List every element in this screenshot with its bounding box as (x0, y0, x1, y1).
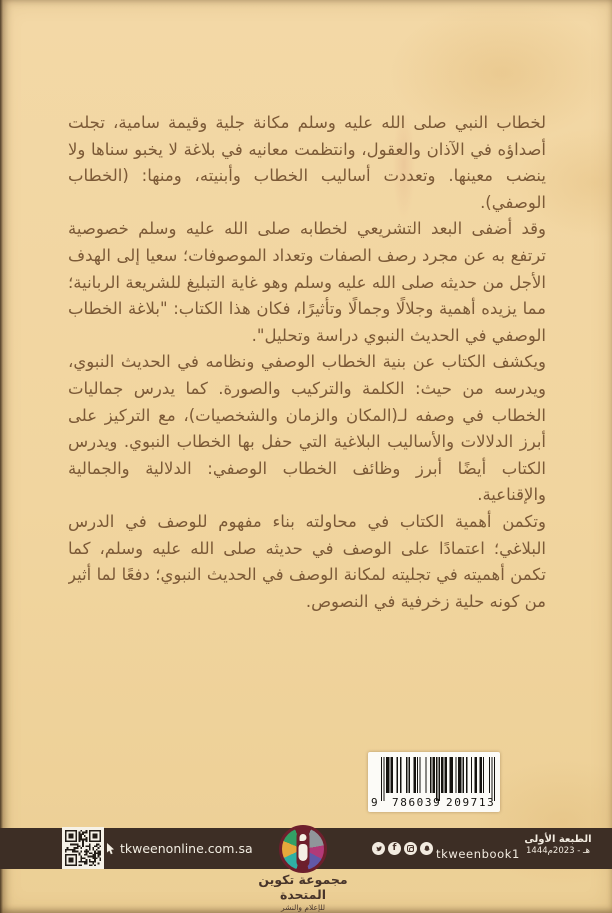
mouse-pointer-icon (106, 843, 115, 855)
publisher-block (238, 872, 368, 912)
blurb-paragraph: وتكمن أهمية الكتاب في محاولته بناء مفهوم للوصف في الدرس البلاغي؛ اعتمادًا على الوصف في حديثه صلى الله عليه وسلم، كما تكمن أهميته في تجليته لمكانة الوصف في الحديث النبوي؛ دفعًا لما أثير من كونه حلية زخرفية في النصوص. (68, 511, 546, 611)
publisher-name: مجموعة تكوين المتحدة (258, 872, 348, 902)
isbn-digit-lead: 9 (371, 796, 378, 809)
qr-code-icon (62, 827, 104, 869)
logo-person-icon (300, 834, 307, 841)
edition-label: الطبعة الأولى (524, 834, 592, 845)
edition-block (519, 834, 597, 856)
social-icons-row (372, 842, 433, 855)
page-edge-shadow (0, 0, 3, 913)
twitter-icon (372, 842, 385, 855)
blurb-paragraph: وقد أضفى البعد التشريعي لخطابه صلى الله عليه وسلم خصوصية ترتفع به عن مجرد رصف الصفات وتعداد الموصوفات؛ سعيا إلى الهدف الأجل من حديثه صلى الله عليه وسلم وهو غاية التبليغ للشريعة الربانية؛ مما يزيده أهمية وجلالًا وجمالًا وتأثيرًا، فكان هذا الكتاب: "بلاغة الخطاب الوصفي في الحديث النبوي دراسة وتحليل". (68, 219, 546, 345)
blurb-paragraph: لخطاب النبي صلى الله عليه وسلم مكانة جلية وقيمة سامية، تجلت أصداؤه في الآذان والعقول، وانتظمت معانيه في بلاغة لا يخبو سناها ولا ينضب معينها. وتعددت أساليب الخطاب وأبنيته، ومنها: (الخطاب الوصفي). (68, 113, 546, 212)
barcode-bars-icon (381, 757, 495, 801)
website-url: tkweenonline.com.sa (120, 841, 253, 856)
qr-modules (65, 830, 101, 866)
blurb-paragraph: ويكشف الكتاب عن بنية الخطاب الوصفي ونظامه في الحديث النبوي، ويدرسه من حيث: الكلمة والتركيب والصورة. كما يدرس جماليات الخطاب في وصفه لـ(المكان والزمان والشخصيات)، مع التركيز على أبرز الدلالات والأساليب البلاغية التي حفل بها الخطاب النبوي. ويدرس الكتاب أيضًا أبرز وظائف الخطاب الوصفي: الدلالية والجمالية والإقناعية. (68, 352, 546, 505)
facebook-icon: f (388, 842, 401, 855)
book-blurb (68, 110, 546, 742)
instagram-icon (404, 842, 417, 855)
isbn-digits-left: 786039 (392, 796, 442, 809)
logo-person-body (299, 844, 308, 861)
social-handle: tkweenbook1 (436, 847, 520, 861)
publisher-tagline: للإعلام والنشر (280, 903, 326, 912)
website-link (106, 828, 253, 869)
tkween-group-logo (279, 825, 327, 873)
edition-year: 1444هـ - 2023م (526, 846, 590, 856)
isbn-digits-right: 209713 (446, 796, 496, 809)
snapchat-icon (420, 842, 433, 855)
isbn-barcode (368, 752, 500, 812)
